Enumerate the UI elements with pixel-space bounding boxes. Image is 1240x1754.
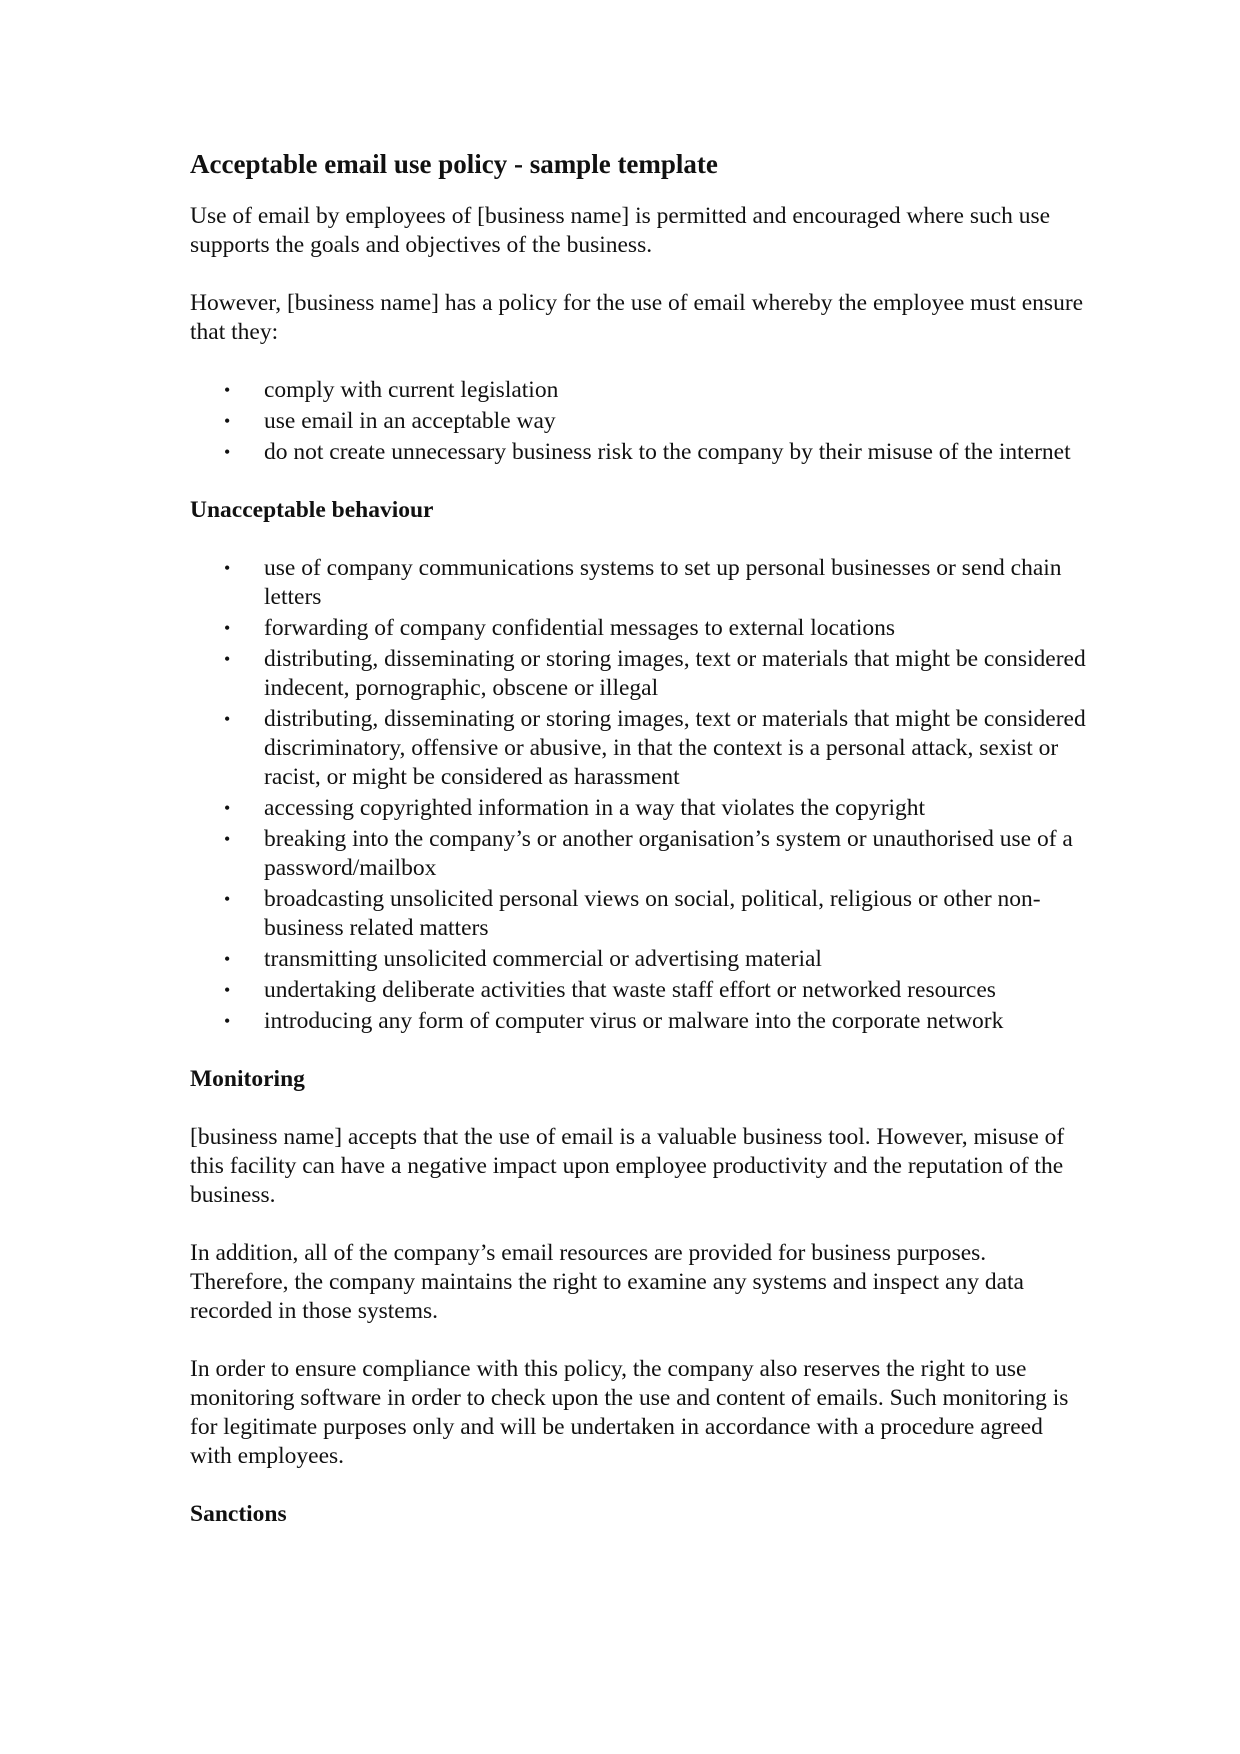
list-item [190, 614, 1090, 643]
list-item [190, 407, 1090, 436]
list-item-text: distributing, disseminating or storing images, text or materials that might be considered indecent, pornographic, obscene or illegal [264, 646, 1086, 701]
list-item-text: accessing copyrighted information in a way that violates the copyright [264, 795, 926, 821]
list-item-text: transmitting unsolicited commercial or advertising material [264, 946, 822, 972]
bullet-icon: • [224, 380, 231, 400]
list-item [190, 376, 1090, 405]
list-item [190, 794, 1090, 823]
bullet-icon: • [224, 709, 231, 729]
document-page [190, 148, 1090, 1558]
unacceptable-bullet-list [190, 554, 1090, 1036]
bullet-icon: • [224, 1011, 231, 1031]
bullet-icon: • [224, 442, 231, 462]
section-heading-sanctions: Sanctions [190, 1501, 287, 1527]
monitoring-paragraph: In addition, all of the company’s email resources are provided for business purposes. Therefore, the company maintains the right to examine any systems and inspect any data recorded in those systems. [190, 1240, 1024, 1324]
list-item [190, 705, 1090, 792]
list-item [190, 438, 1090, 467]
list-item-text: forwarding of company confidential messages to external locations [264, 615, 896, 641]
list-item-text: do not create unnecessary business risk to the company by their misuse of the internet [264, 439, 1071, 465]
bullet-icon: • [224, 411, 231, 431]
bullet-icon: • [224, 980, 231, 1000]
list-item-text: undertaking deliberate activities that waste staff effort or networked resources [264, 977, 996, 1003]
bullet-icon: • [224, 949, 231, 969]
list-item [190, 554, 1090, 612]
list-item-text: use of company communications systems to set up personal businesses or send chain letters [264, 555, 1062, 610]
section-heading-unacceptable: Unacceptable behaviour [190, 497, 434, 523]
list-item [190, 945, 1090, 974]
list-item-text: distributing, disseminating or storing images, text or materials that might be considered discriminatory, offensive or abusive, in that the context is a personal attack, sexist or racist, or might be considered as harassment [264, 706, 1086, 790]
bullet-icon: • [224, 798, 231, 818]
intro-paragraph: Use of email by employees of [business name] is permitted and encouraged where such use supports the goals and objectives of the business. [190, 203, 1051, 258]
list-item-text: introducing any form of computer virus or malware into the corporate network [264, 1008, 1004, 1034]
monitoring-paragraph: In order to ensure compliance with this policy, the company also reserves the right to use monitoring software in order to check upon the use and content of emails. Such monitoring is for legitimate purposes only and will be undertaken in accordance with a procedure agreed with employees. [190, 1356, 1069, 1469]
section-heading-monitoring: Monitoring [190, 1066, 305, 1092]
list-item [190, 885, 1090, 943]
intro-bullet-list [190, 376, 1090, 467]
bullet-icon: • [224, 558, 231, 578]
list-item-text: use email in an acceptable way [264, 408, 556, 434]
bullet-icon: • [224, 829, 231, 849]
list-item-text: comply with current legislation [264, 377, 559, 403]
list-item [190, 976, 1090, 1005]
bullet-icon: • [224, 649, 231, 669]
bullet-icon: • [224, 889, 231, 909]
list-item [190, 825, 1090, 883]
monitoring-paragraph: [business name] accepts that the use of email is a valuable business tool. However, misuse of this facility can have a negative impact upon employee productivity and the reputation of the business. [190, 1124, 1065, 1208]
intro-paragraph: However, [business name] has a policy for the use of email whereby the employee must ensure that they: [190, 290, 1084, 345]
list-item [190, 645, 1090, 703]
bullet-icon: • [224, 618, 231, 638]
list-item-text: broadcasting unsolicited personal views on social, political, religious or other non-business related matters [264, 886, 1041, 941]
list-item-text: breaking into the company’s or another organisation’s system or unauthorised use of a password/mailbox [264, 826, 1073, 881]
list-item [190, 1007, 1090, 1036]
document-title: Acceptable email use policy - sample template [190, 149, 718, 179]
